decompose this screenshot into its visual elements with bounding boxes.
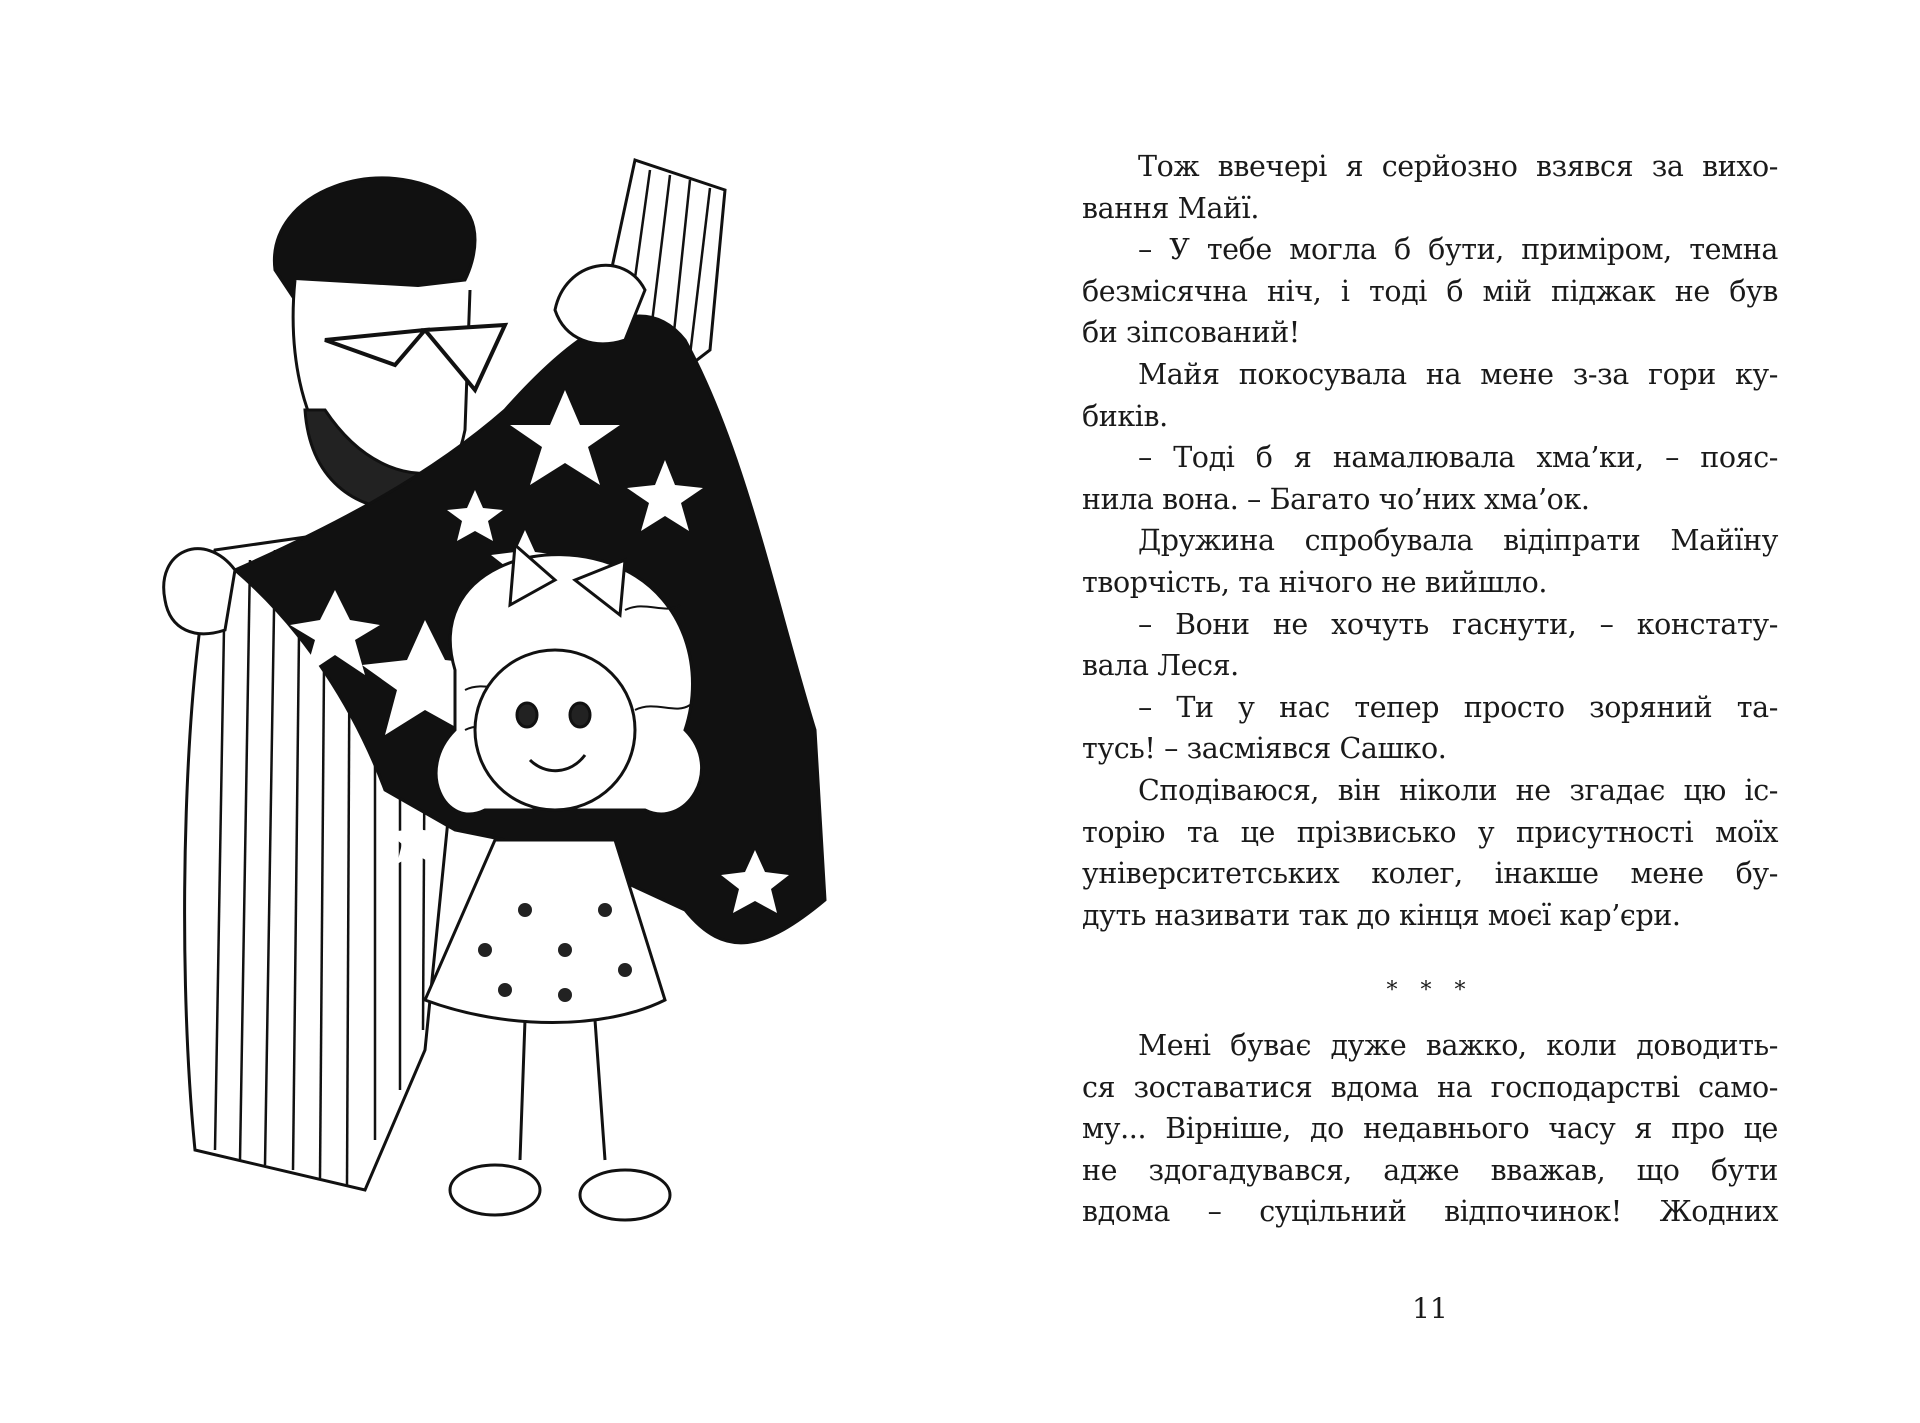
illustration-father-and-girl-with-starry-jacket — [125, 150, 940, 1295]
text-line: торію та це прізвисько у присутності моїх — [1082, 815, 1778, 849]
text-block-1 — [1082, 146, 1778, 936]
text-line: ся зоставатися вдома на господарстві само- — [1082, 1070, 1778, 1104]
text-line: університетських колег, інакше мене бу- — [1082, 857, 1778, 891]
text-line: биків. — [1082, 399, 1168, 433]
text-line: Майя покосувала на мене з-за гори ку- — [1138, 357, 1778, 391]
text-line: вала Леся. — [1082, 649, 1239, 683]
slipper — [580, 1170, 670, 1220]
text-line: творчість, та нічого не вийшло. — [1082, 565, 1547, 599]
text-line: тусь! – засміявся Сашко. — [1082, 732, 1447, 766]
text-line: Дружина спробувала відіпрати Майїну — [1138, 524, 1778, 558]
text-line: – Тоді б я намалювала хма’ки, – пояс- — [1138, 441, 1778, 475]
text-line: Тож ввечері я серйозно взявся за вихо- — [1138, 150, 1778, 183]
text-line: – Вони не хочуть гаснути, – констату- — [1138, 607, 1778, 641]
text-line: – У тебе могла б бути, приміром, темна — [1138, 233, 1778, 267]
page-number: 11 — [1412, 1292, 1448, 1325]
text-block-2 — [1082, 1025, 1778, 1233]
text-line: безмісячна ніч, і тоді б мій піджак не був — [1082, 274, 1778, 308]
slipper — [450, 1165, 540, 1215]
text-line: вдома – суцільний відпочинок! Жодних — [1082, 1195, 1778, 1229]
text-line: не здогадувався, адже вважав, що бути — [1082, 1153, 1778, 1187]
text-line: вання Майї. — [1082, 191, 1260, 225]
father-hand — [164, 549, 235, 634]
text-line: би зіпсований! — [1082, 316, 1300, 350]
text-line: – Ти у нас тепер просто зоряний та- — [1138, 690, 1778, 724]
text-line: дуть називати так до кінця моєї кар’єри. — [1082, 898, 1681, 932]
text-line: нила вона. – Багато чо’них хма’ок. — [1082, 482, 1590, 516]
text-line: Мені буває дуже важко, коли доводить- — [1138, 1029, 1778, 1062]
text-line: му... Вірніше, до недавнього часу я про це — [1082, 1112, 1778, 1146]
section-separator: * * * — [1386, 978, 1474, 1003]
text-line: Сподіваюся, він ніколи не згадає цю іс- — [1138, 773, 1778, 807]
girl-face — [475, 650, 635, 810]
